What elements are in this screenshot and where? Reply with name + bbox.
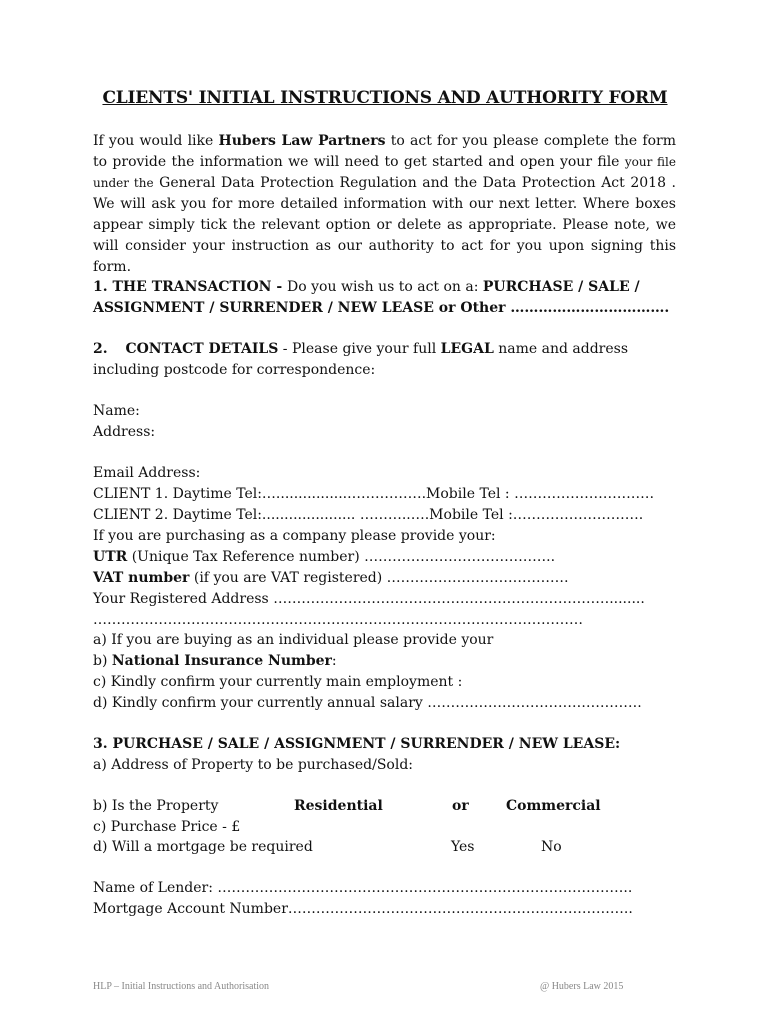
section1-options-2: ASSIGNMENT / SURRENDER / NEW LEASE or Other ……………………………. <box>93 300 670 316</box>
address-field-label: Address: <box>93 424 156 440</box>
intro-paragraph <box>93 131 676 278</box>
name-field-label: Name: <box>93 403 140 419</box>
property-type-label: b) Is the Property <box>93 798 219 814</box>
mortgage-account-line: Mortgage Account Number……………………………………………………………….. <box>93 901 633 917</box>
legal-label: LEGAL <box>440 341 494 357</box>
property-address-line: a) Address of Property to be purchased/Sold: <box>93 757 414 773</box>
footer-right: @ Hubers Law 2015 <box>540 981 624 992</box>
section1-options-1: PURCHASE / SALE / <box>482 279 640 295</box>
or-label: or <box>452 798 469 814</box>
salary-line: d) Kindly confirm your currently annual salary ………………………………………. <box>93 695 642 711</box>
mortgage-question: d) Will a mortgage be required <box>93 839 313 855</box>
ni-number-line <box>93 651 693 671</box>
utr-label: UTR <box>93 549 128 565</box>
mortgage-yes-option: Yes <box>451 839 475 855</box>
email-field-label: Email Address: <box>93 465 201 481</box>
section3-heading: 3. PURCHASE / SALE / ASSIGNMENT / SURRENDER / NEW LEASE: <box>93 736 621 752</box>
commercial-option: Commercial <box>506 798 601 814</box>
individual-line: a) If you are buying as an individual please provide your <box>93 632 494 648</box>
section2-line2: including postcode for correspondence: <box>93 362 376 378</box>
section1-heading: THE TRANSACTION - <box>107 279 288 295</box>
residential-option: Residential <box>294 798 383 814</box>
intro-text-3: General Data Protection Regulation and the Data Protection Act 2018 . We will ask you for more detailed information with our next letter. Where boxes appear simply tick the relevant option or delete as appropriate. Please note, we will consider your instruction as our authority to act for you upon signing this form. <box>93 175 676 275</box>
section2-number: 2. <box>93 341 108 357</box>
section1-text: Do you wish us to act on a: <box>287 279 483 295</box>
employment-line: c) Kindly confirm your currently main employment : <box>93 674 463 690</box>
section1-line1 <box>93 277 693 297</box>
mortgage-no-option: No <box>541 839 562 855</box>
ni-suffix: : <box>331 653 337 669</box>
firm-name: Hubers Law Partners <box>218 133 386 149</box>
section2-text-1: - Please give your full <box>278 341 441 357</box>
ni-label: National Insurance Number <box>111 653 332 669</box>
section1-number: 1. <box>93 279 108 295</box>
section2-text-2: name and address <box>493 341 629 357</box>
utr-text: (Unique Tax Reference number) ………………………………….. <box>127 549 556 565</box>
vat-text: (if you are VAT registered) ………………………………… <box>189 570 569 586</box>
intro-text-2: to act for you please complete the form to provide the information we will need to get started and open your file <box>93 133 676 170</box>
vat-line <box>93 568 693 588</box>
section2-intro <box>93 339 676 360</box>
section2-heading: CONTACT DETAILS <box>125 341 279 357</box>
vat-label: VAT number <box>93 570 190 586</box>
dots-line: …………………………………………………………………………………………… <box>93 612 583 628</box>
utr-line <box>93 547 693 567</box>
client2-tel-line: CLIENT 2. Daytime Tel:..................... ………..….Mobile Tel :………………………. <box>93 507 644 523</box>
form-title: CLIENTS' INITIAL INSTRUCTIONS AND AUTHORITY FORM <box>102 88 668 108</box>
client1-tel-line: CLIENT 1. Daytime Tel:….................…………….Mobile Tel : ………………………… <box>93 486 655 502</box>
registered-address-line: Your Registered Address ………………………………………………………………........ <box>93 591 645 607</box>
purchase-price-line: c) Purchase Price - £ <box>93 819 241 835</box>
ni-prefix: b) <box>93 653 112 669</box>
lender-name-line: Name of Lender: …………………………………………………………………………….. <box>93 880 633 896</box>
footer-left: HLP – Initial Instructions and Authorisation <box>93 981 270 992</box>
intro-small-text: your file under the <box>93 155 676 190</box>
intro-text-1: If you would like <box>93 133 219 149</box>
company-line: If you are purchasing as a company please provide your: <box>93 528 496 544</box>
